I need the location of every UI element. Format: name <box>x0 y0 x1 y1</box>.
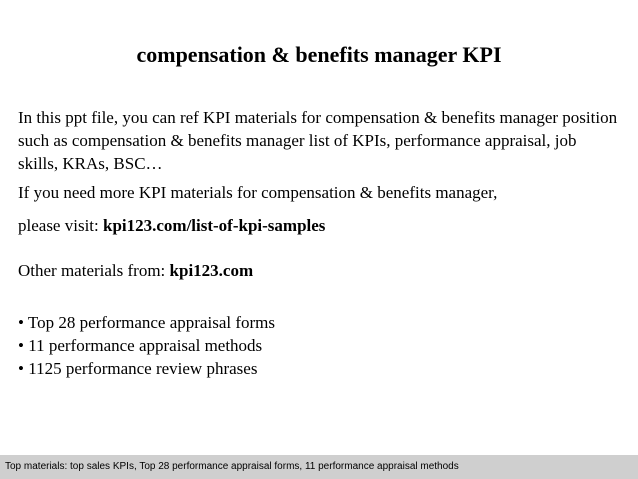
kpi-samples-link[interactable]: kpi123.com/list-of-kpi-samples <box>102 216 326 235</box>
intro-paragraph: In this ppt file, you can ref KPI materials for compensation & benefits manager position such as compensation & benefits manager list of KPIs, performance appraisal, job skills, KRAs, BSC… <box>18 108 618 173</box>
list-item: • 1125 performance review phrases <box>18 359 258 378</box>
other-materials-prefix: Other materials from: <box>18 261 170 280</box>
slide-title: compensation & benefits manager KPI <box>136 42 502 67</box>
list-item: • Top 28 performance appraisal forms <box>18 313 276 332</box>
visit-text-line: If you need more KPI materials for compensation & benefits manager, <box>18 183 498 202</box>
materials-list <box>18 311 275 380</box>
visit-prefix: please visit: <box>18 216 103 235</box>
footer-bar <box>0 455 638 479</box>
footer-text: Top materials: top sales KPIs, Top 28 performance appraisal forms, 11 performance appraisal methods <box>5 461 459 472</box>
visit-link-line <box>18 214 618 237</box>
other-materials-line <box>18 259 618 282</box>
kpi123-link[interactable]: kpi123.com <box>169 261 254 280</box>
list-item: • 11 performance appraisal methods <box>18 336 263 355</box>
